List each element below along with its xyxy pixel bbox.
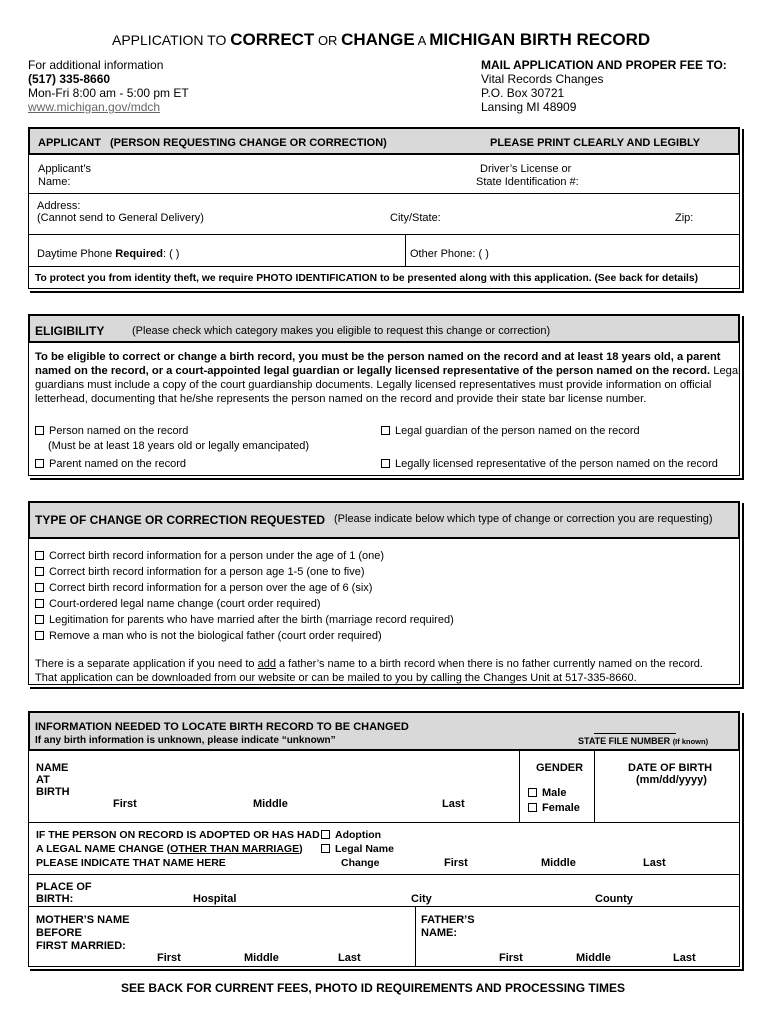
gender-female-option[interactable] [528, 802, 580, 814]
license-label-2: State Identification #: [476, 176, 579, 188]
eligibility-subtitle: (Please check which category makes you eligible to request this change or correction) [132, 325, 551, 337]
daytime-phone-text: Daytime Phone [37, 248, 116, 260]
adopted-middle-label: Middle [541, 857, 576, 869]
applicant-name-label-2: Name: [38, 176, 71, 188]
option-label: Court-ordered legal name change (court order required) [49, 598, 321, 610]
state-file-note: (If known) [672, 737, 709, 746]
eligibility-rule-2-tail: Legal [710, 365, 741, 377]
male-label: Male [542, 787, 567, 799]
footer-note: SEE BACK FOR CURRENT FEES, PHOTO ID REQUIREMENTS AND PROCESSING TIMES [121, 981, 626, 995]
middle-name-label: Middle [253, 798, 288, 810]
mail-line-1: Vital Records Changes [481, 72, 604, 86]
change-option[interactable] [35, 582, 372, 594]
option-label: Legally licensed representative of the person named on the record [395, 458, 718, 470]
checkbox[interactable] [35, 426, 44, 435]
adopted-label-2 [36, 843, 303, 855]
note-text: There is a separate application if you need to [35, 658, 258, 670]
daytime-phone-paren: : ( ) [162, 248, 180, 260]
eligibility-title: ELIGIBILITY [35, 324, 105, 338]
checkbox[interactable] [35, 567, 44, 576]
eligibility-option-guardian[interactable] [381, 425, 640, 437]
checkbox[interactable] [35, 599, 44, 608]
eligibility-option-person[interactable] [35, 425, 188, 437]
change-option[interactable] [35, 550, 384, 562]
daytime-phone-label [37, 248, 179, 260]
change-option[interactable] [35, 630, 382, 642]
adopted-label-3: PLEASE INDICATE THAT NAME HERE [36, 857, 226, 869]
adopted-text: ) [299, 843, 303, 855]
mail-line-3: Lansing MI 48909 [481, 100, 577, 114]
option-label: Parent named on the record [49, 458, 186, 470]
father-last-label: Last [673, 952, 696, 964]
title-correct: CORRECT [230, 30, 315, 49]
father-name-label-1: FATHER’S [421, 914, 475, 926]
zip-label: Zip: [675, 212, 694, 224]
father-name-label-2: NAME: [421, 927, 458, 939]
address-input[interactable] [200, 198, 380, 228]
female-label: Female [542, 802, 580, 814]
info-subtitle: If any birth information is unknown, please indicate “unknown” [35, 735, 336, 746]
note-add: add [257, 658, 276, 670]
change-option[interactable] [35, 566, 364, 578]
eligibility-option-parent[interactable] [35, 458, 186, 470]
adopted-text: A LEGAL NAME CHANGE ( [36, 843, 171, 855]
checkbox[interactable] [35, 615, 44, 624]
legal-name-change-option[interactable] [321, 843, 394, 855]
print-clearly-note: PLEASE PRINT CLEARLY AND LEGIBLY [490, 137, 701, 149]
state-file-text: STATE FILE NUMBER [578, 736, 671, 746]
option-label: Correct birth record information for a person age 1-5 (one to five) [49, 566, 365, 578]
title-part: A [414, 33, 430, 48]
license-label: Driver’s License or [480, 163, 572, 175]
checkbox[interactable] [321, 830, 330, 839]
option-label: Correct birth record information for a person over the age of 6 (six) [49, 582, 373, 594]
applicant-header-sub: (PERSON REQUESTING CHANGE OR CORRECTION) [110, 137, 387, 149]
eligibility-rule-4: letterhead, documenting that he/she represents the person named on the record and provide their state bar license number. [35, 393, 647, 405]
father-first-label: First [499, 952, 523, 964]
title-change: CHANGE [341, 30, 415, 49]
city-label: City [411, 893, 432, 905]
mother-first-label: First [157, 952, 181, 964]
eligibility-option-representative[interactable] [381, 458, 718, 470]
checkbox[interactable] [35, 583, 44, 592]
change-option[interactable] [35, 598, 320, 610]
gender-male-option[interactable] [528, 787, 566, 799]
adopted-label-1: IF THE PERSON ON RECORD IS ADOPTED OR HAS HAD [36, 829, 320, 841]
adoption-label: Adoption [335, 829, 382, 841]
change-option[interactable] [35, 614, 454, 626]
checkbox[interactable] [321, 844, 330, 853]
applicant-name-input[interactable] [80, 163, 465, 189]
website-link[interactable]: www.michigan.gov/mdch [28, 100, 161, 114]
note-text: a father’s name to a birth record when there is no father currently named on the record. [275, 658, 703, 670]
zip-input[interactable] [695, 198, 735, 228]
option-label: Correct birth record information for a person under the age of 1 (one) [49, 550, 385, 562]
other-than-marriage: OTHER THAN MARRIAGE [170, 843, 300, 855]
required-marker: Required [115, 248, 163, 260]
other-phone-input[interactable] [550, 240, 735, 264]
title-part: APPLICATION TO [112, 32, 231, 48]
eligibility-rule-2 [35, 365, 741, 377]
applicant-header-title: APPLICANT [38, 137, 101, 149]
change-type-subtitle: (Please indicate below which type of change or correction you are requesting) [334, 513, 713, 525]
change-label: Change [341, 857, 380, 869]
county-label: County [595, 893, 633, 905]
eligibility-option-person-note: (Must be at least 18 years old or legally emancipated) [48, 440, 310, 452]
adopted-name-input[interactable] [420, 826, 734, 856]
applicant-name-label: Applicant’s [38, 163, 91, 175]
name-at-birth-label-3: BIRTH [36, 786, 70, 798]
mother-name-label-1: MOTHER’S NAME [36, 914, 130, 926]
checkbox[interactable] [35, 631, 44, 640]
mother-middle-label: Middle [244, 952, 279, 964]
page-title [112, 30, 650, 50]
place-of-birth-label-2: BIRTH: [36, 893, 74, 905]
state-file-number-label [578, 736, 708, 746]
address-label: Address: [37, 200, 81, 212]
dob-label: DATE OF BIRTH [628, 762, 713, 774]
separate-application-note [35, 658, 703, 670]
option-label: Person named on the record [49, 425, 189, 437]
mother-name-input[interactable] [125, 912, 410, 948]
place-of-birth-label-1: PLACE OF [36, 881, 92, 893]
father-name-input[interactable] [470, 912, 734, 948]
eligibility-rule-1: To be eligible to correct or change a birth record, you must be the person named on the record and at least 18 years old, a parent [35, 351, 721, 363]
adoption-option[interactable] [321, 829, 381, 841]
mother-last-label: Last [338, 952, 361, 964]
place-of-birth-input[interactable] [80, 878, 734, 892]
checkbox[interactable] [528, 788, 537, 797]
info-title: INFORMATION NEEDED TO LOCATE BIRTH RECORD TO BE CHANGED [35, 721, 409, 733]
legal-name-label: Legal Name [335, 843, 394, 855]
checkbox[interactable] [528, 803, 537, 812]
dob-format: (mm/dd/yyyy) [636, 774, 707, 786]
city-state-label: City/State: [390, 212, 441, 224]
name-at-birth-label-2: AT [36, 774, 50, 786]
eligibility-rule-2-bold: named on the record, or a court-appointed legal guardian or legally licensed representative of the person named on the record. [35, 365, 711, 377]
checkbox[interactable] [35, 459, 44, 468]
name-at-birth-label-1: NAME [36, 762, 69, 774]
title-part: OR [314, 33, 342, 48]
address-note: (Cannot send to General Delivery) [37, 212, 204, 224]
gender-label: GENDER [536, 762, 584, 774]
contact-info-label: For additional information [28, 58, 164, 72]
adopted-first-label: First [444, 857, 468, 869]
title-michigan: MICHIGAN BIRTH RECORD [429, 30, 651, 49]
change-type-title: TYPE OF CHANGE OR CORRECTION REQUESTED [35, 513, 326, 527]
state-file-number-input[interactable] [594, 719, 676, 733]
checkbox[interactable] [381, 459, 390, 468]
identity-notice: To protect you from identity theft, we require PHOTO IDENTIFICATION to be presented along with this application. (See back for details) [35, 273, 699, 284]
option-label: Legal guardian of the person named on the record [395, 425, 640, 437]
separate-application-note-2: That application can be downloaded from our website or can be mailed to you by calling the Changes Unit at 517-335-8660. [35, 672, 637, 684]
other-phone-label: Other Phone: ( ) [410, 248, 489, 260]
contact-hours: Mon-Fri 8:00 am - 5:00 pm ET [28, 86, 189, 100]
mail-heading: MAIL APPLICATION AND PROPER FEE TO: [481, 58, 727, 72]
mother-name-label-3: FIRST MARRIED: [36, 940, 126, 952]
eligibility-rule-3: guardians must include a copy of the court guardianship documents. Legally licensed representatives must provide information on official [35, 379, 712, 391]
license-input[interactable] [580, 163, 735, 189]
contact-phone: (517) 335-8660 [28, 72, 111, 86]
name-at-birth-input[interactable] [80, 758, 510, 796]
checkbox[interactable] [381, 426, 390, 435]
adopted-last-label: Last [643, 857, 666, 869]
daytime-phone-input[interactable] [230, 240, 400, 264]
mail-line-2: P.O. Box 30721 [481, 86, 565, 100]
option-label: Legitimation for parents who have married after the birth (marriage record required) [49, 614, 454, 626]
dob-input[interactable] [600, 790, 734, 818]
checkbox[interactable] [35, 551, 44, 560]
hospital-label: Hospital [193, 893, 237, 905]
city-state-input[interactable] [440, 198, 665, 228]
option-label: Remove a man who is not the biological father (court order required) [49, 630, 382, 642]
mother-name-label-2: BEFORE [36, 927, 82, 939]
father-middle-label: Middle [576, 952, 611, 964]
first-name-label: First [113, 798, 137, 810]
last-name-label: Last [442, 798, 465, 810]
